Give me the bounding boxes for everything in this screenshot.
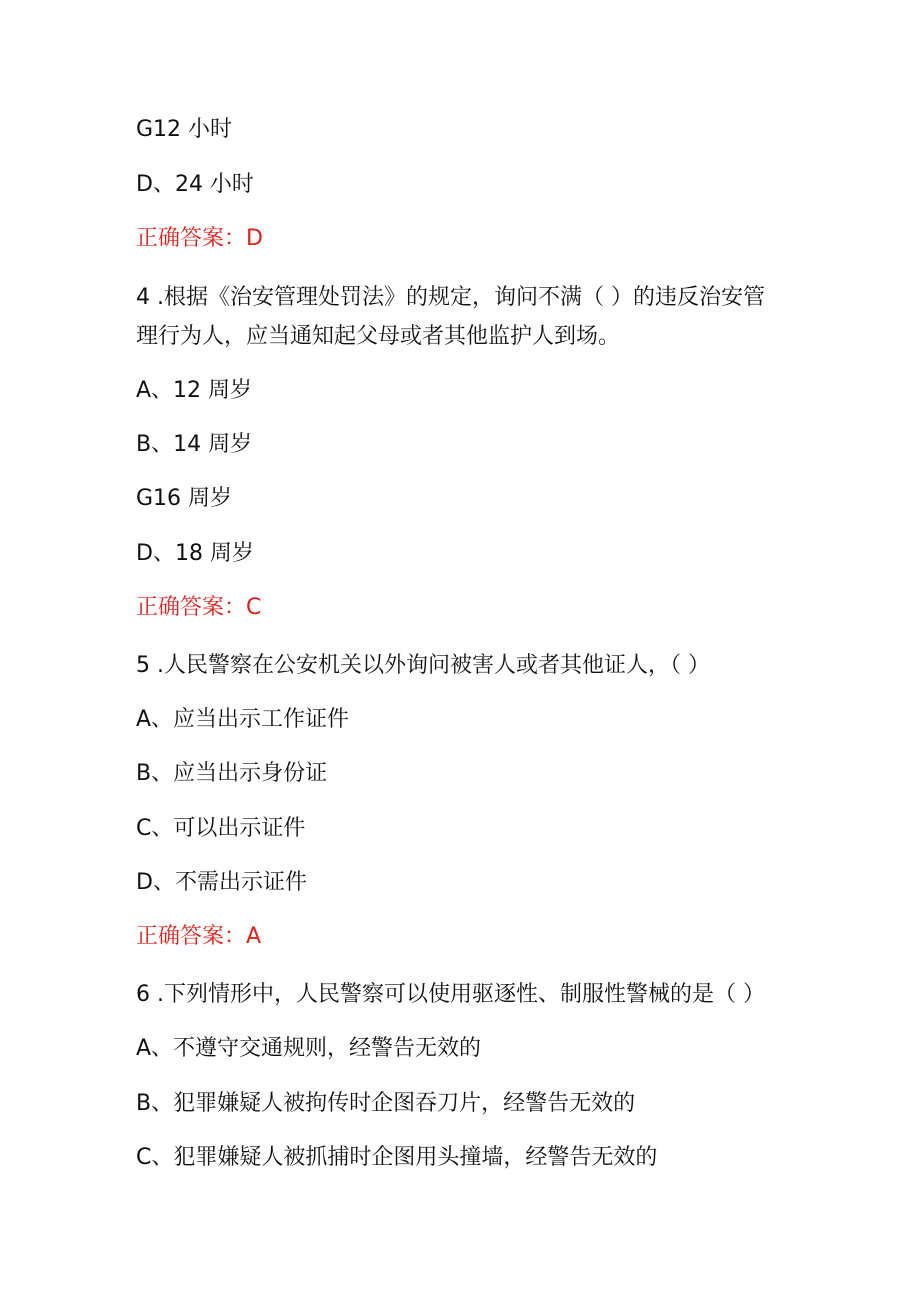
option-d-q5: D、不需出示证件	[136, 870, 307, 895]
option-b-q5: B、应当出示身份证	[136, 761, 328, 786]
option-c-q4: G16 周岁	[136, 486, 233, 511]
answer-q4: 正确答案：C	[136, 595, 262, 620]
option-b-q4: B、14 周岁	[136, 432, 253, 457]
option-a-q6: A、不遵守交通规则，经警告无效的	[136, 1036, 482, 1061]
option-a-q5: A、应当出示工作证件	[136, 707, 350, 732]
option-b-q6: B、犯罪嫌疑人被拘传时企图吞刀片，经警告无效的	[136, 1091, 636, 1116]
question-4-line-2: 理行为人，应当通知起父母或者其他监护人到场。	[136, 324, 621, 349]
question-5: 5 .人民警察在公安机关以外询问被害人或者其他证人，（ ）	[136, 653, 710, 678]
option-c-q5: C、可以出示证件	[136, 816, 306, 841]
option-d-q3: D、24 小时	[136, 172, 254, 197]
option-a-q4: A、12 周岁	[136, 378, 253, 403]
question-4-line-1: 4 .根据《治安管理处罚法》的规定，询问不满（ ）的违反治安管	[136, 285, 765, 310]
question-6: 6 .下列情形中，人民警察可以使用驱逐性、制服性警械的是（ ）	[136, 982, 765, 1007]
answer-q3: 正确答案：D	[136, 226, 263, 251]
answer-q5: 正确答案：A	[136, 924, 262, 949]
option-c-q6: C、犯罪嫌疑人被抓捕时企图用头撞墙，经警告无效的	[136, 1145, 658, 1170]
option-c-q3: G12 小时	[136, 117, 233, 142]
option-d-q4: D、18 周岁	[136, 541, 254, 566]
